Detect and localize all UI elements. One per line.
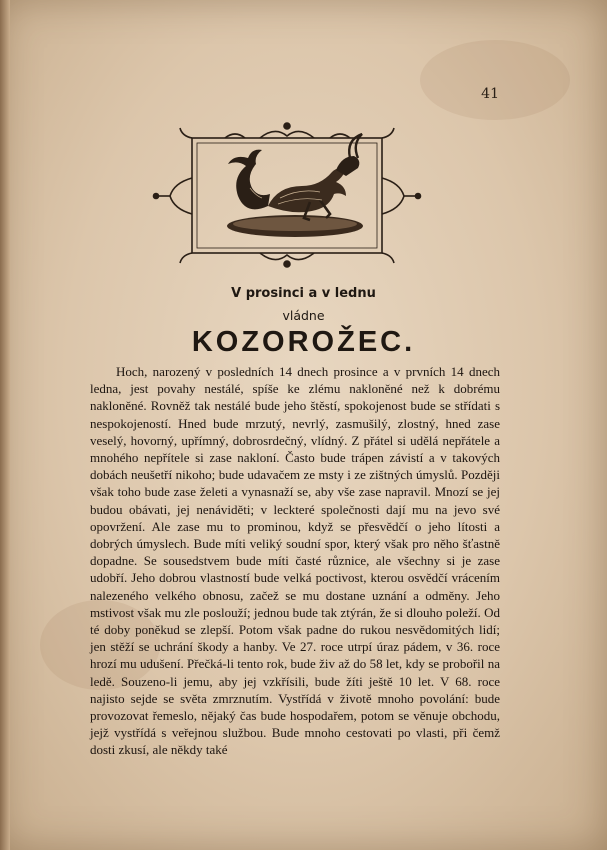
heading-rules: vládne bbox=[282, 308, 325, 323]
page-title: KOZOROŽEC. bbox=[191, 326, 416, 358]
page-edge bbox=[0, 0, 10, 850]
capricorn-sea-goat-icon bbox=[150, 118, 425, 268]
heading-period: V prosinci a v lednu bbox=[231, 286, 376, 301]
page-number: 41 bbox=[481, 86, 499, 102]
body-paragraph: Hoch, narozený v posledních 14 dnech prosince a v prvních 14 dnech ledna, jest povahy nestálé, spíše ke zlému nakloněné než k dobrému nakloněné. Rovněž tak nestálé bude jeho štěstí, spokojenost bude se střídati s nespokojeností. Hned bude mrzutý, nevrlý, zasmušilý, zlostný, hned zase veselý, hovorný, upřímný, dobrosrdečný, vlídný. Z přátel si udělá nepřátele a mnohého nepřítele si zase nakloní. Často bude trápen závistí a v takových dobách neušetří nikoho; bude udavačem ze msty i ze zištných úmyslů. Později však toho bude zase želeti a vynasnaží se, aby vše zase napravil. Mnozí se jej budou obávati, jej nenáviděti; v leckteré společnosti dají mu na jevo své opovržení. Ale zase mu to prominou, když se přesvědčí o jeho lítosti a dobrých úmyslech. Bude míti veliký soudní spor, který však pro něho šťastně dopadne. Se sousedstvem bude míti časté různice, ale všechny si je zase udobří. Jeho dobrou vlastností bude velká poctivost, kterou osvědčí vrácením nalezeného velkého obnosu, začež se mu dostane uznání a odměny. Jeho mstivost však mu zle poslouží; jednou bude tak ztýrán, že si dlouho poleží. Od té doby poněkud se zlepší. Potom však padne do rukou nesvědomitých lidí; jen stěží se uchrání škody a hanby. Ve 27. roce utrpí úraz pádem, v 36. roce hrozí mu udušení. Přečká-li tento rok, bude živ až do 58 let, kdy se probořil na ledě. Souzeno-li jemu, aby jej vzkřísili, bude žíti ještě 10 let. V 68. roce najisto sejde se světa zmrznutím. Vystřídá v životě mnoho povolání: bude provozovat řemeslo, nějaký čas bude hospodařem, potom se věnuje obchodu, jejž vystřídá s veřejnou službou. Bude mnoho cestovati po vlasti, při čemž dosti zkusí, ale někdy také bbox=[90, 364, 500, 758]
